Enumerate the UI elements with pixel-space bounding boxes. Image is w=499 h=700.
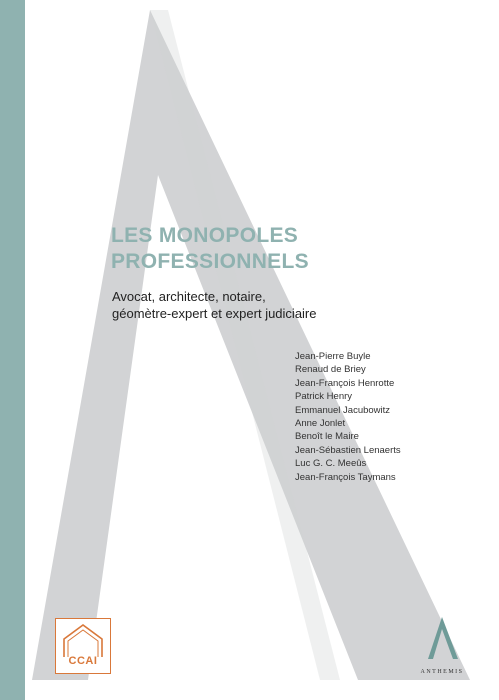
author-list xyxy=(295,350,401,484)
title-line-1: LES MONOPOLES xyxy=(111,224,299,247)
subtitle-line-1: Avocat, architecte, notaire, xyxy=(112,289,266,304)
title-line-2: PROFESSIONNELS xyxy=(111,250,309,273)
author-name: Benoît le Maire xyxy=(295,431,359,443)
author-name: Anne Jonlet xyxy=(295,418,346,430)
author-name: Jean-Sébastien Lenaerts xyxy=(295,444,401,456)
publisher-logo xyxy=(412,615,472,675)
book-subtitle xyxy=(112,289,317,322)
book-title xyxy=(111,223,309,275)
house-outline-icon xyxy=(56,619,110,659)
author-name: Jean-Pierre Buyle xyxy=(295,351,371,362)
author-name: Jean-François Taymans xyxy=(295,471,396,483)
author-name: Luc G. C. Meeûs xyxy=(295,458,367,470)
subtitle-line-2: géomètre-expert et expert judiciaire xyxy=(112,305,317,321)
author-name: Jean-François Henrotte xyxy=(295,377,395,389)
publisher-name: ANTHEMIS xyxy=(420,669,464,675)
author-name: Renaud de Briey xyxy=(295,364,366,376)
ccai-label: CCAI xyxy=(68,655,98,667)
anthemis-a-icon xyxy=(422,615,462,661)
author-name: Emmanuel Jacubowitz xyxy=(295,404,391,416)
ccai-logo xyxy=(55,618,111,674)
author-name: Patrick Henry xyxy=(295,391,353,403)
